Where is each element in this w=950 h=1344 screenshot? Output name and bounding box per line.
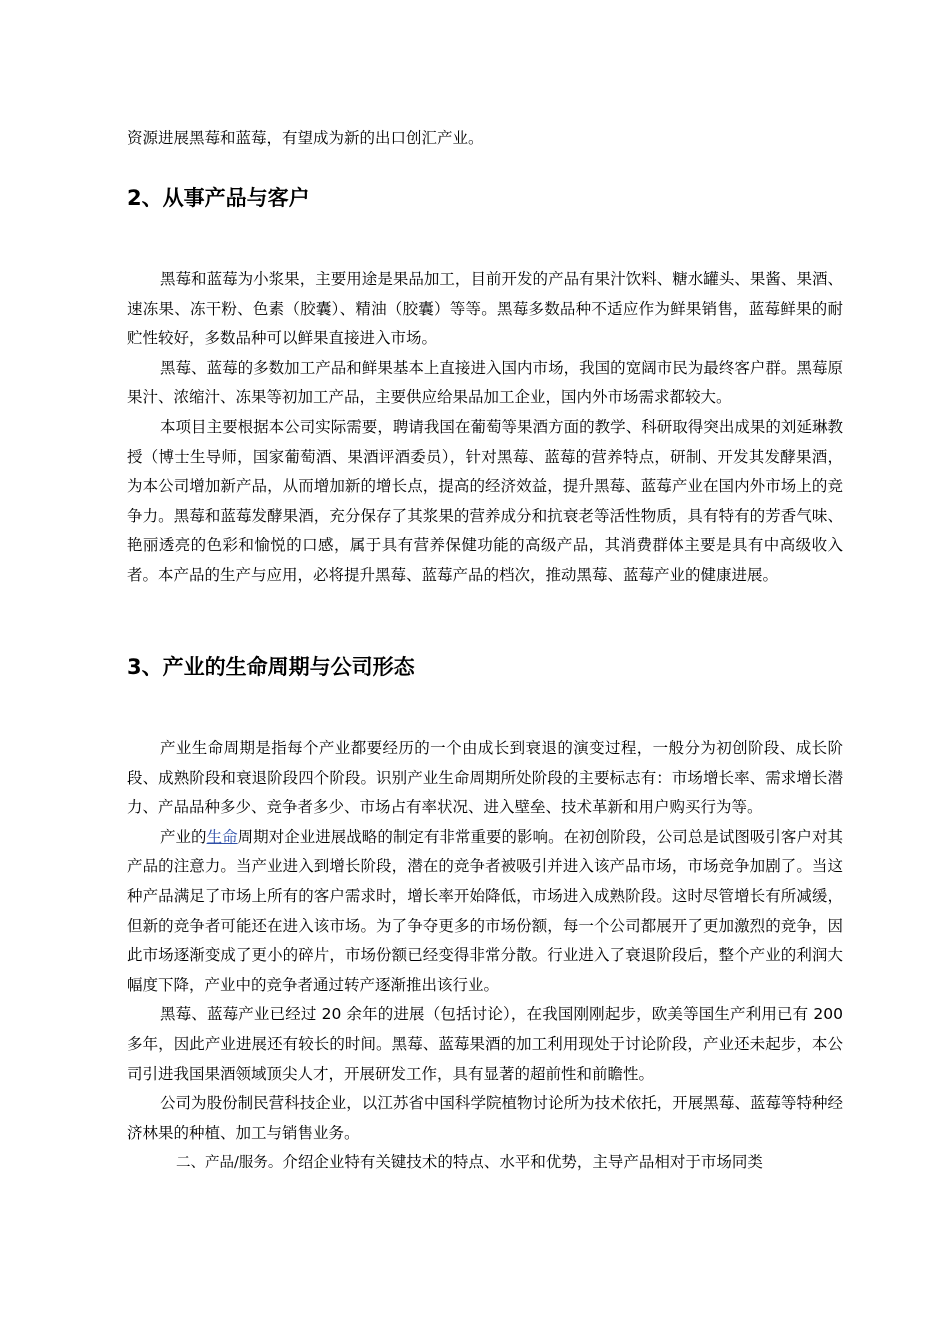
products-services-lead: 二、产品/服务。 <box>176 1155 283 1172</box>
products-services-paragraph <box>127 1148 843 1179</box>
intro-line: 资源进展黑莓和蓝莓，有望成为新的出口创汇产业。 <box>127 129 484 147</box>
section-3-paragraph-2-after: 周期对企业进展战略的制定有非常重要的影响。在初创阶段，公司总是试图吸引客户对其产品的注意力。当产业进入到增长阶段，潜在的竞争者被吸引并进入该产品市场，市场竞争加剧了。当这种产品满足了市场上所有的客户需求时，增长率开始降低，市场进入成熟阶段。这时尽管增长有所减缓，但新的竞争者可能还在进入该市场。为了争夺更多的市场份额，每一个公司都展开了更加激烈的竞争，因此市场逐渐变成了更小的碎片，市场份额已经变得非常分散。行业进入了衰退阶段后，整个产业的利润大幅度下降，产业中的竞争者通过转产逐渐推出该行业。 <box>127 827 843 994</box>
life-cycle-link[interactable]: 生命 <box>206 827 238 846</box>
section-3-heading: 3、产业的生命周期与公司形态 <box>127 655 415 679</box>
section-3-paragraph-2-before: 产业的 <box>160 827 207 846</box>
section-3-paragraph-2 <box>127 823 843 1001</box>
section-2-heading: 2、从事产品与客户 <box>127 186 310 210</box>
section-3-paragraph-1: 产业生命周期是指每个产业都要经历的一个由成长到衰退的演变过程，一般分为初创阶段、成长阶段、成熟阶段和衰退阶段四个阶段。识别产业生命周期所处阶段的主要标志有：市场增长率、需求增长潜力、产品品种多少、竞争者多少、市场占有率状况、进入壁垒、技术革新和用户购买行为等。 <box>127 739 843 817</box>
section-2-paragraph-1: 黑莓和蓝莓为小浆果，主要用途是果品加工，目前开发的产品有果汁饮料、糖水罐头、果酱、果酒、速冻果、冻干粉、色素（胶囊）、精油（胶囊）等等。黑莓多数品种不适应作为鲜果销售，蓝莓鲜果的耐贮性较好，多数品种可以鲜果直接进入市场。 <box>127 270 843 348</box>
section-3-paragraph-3: 黑莓、蓝莓产业已经过 20 余年的进展（包括讨论），在我国刚刚起步，欧美等国生产利用已有 200 多年，因此产业进展还有较长的时间。黑莓、蓝莓果酒的加工利用现处于讨论阶段，产业还未起步，本公司引进我国果酒领域顶尖人才，开展研发工作，具有显著的超前性和前瞻性。 <box>127 1005 843 1083</box>
section-3-body <box>127 734 843 1179</box>
section-2-body <box>127 265 843 591</box>
intro-paragraph <box>127 124 843 154</box>
section-3-paragraph-4: 公司为股份制民营科技企业，以江苏省中国科学院植物讨论所为技术依托，开展黑莓、蓝莓等特种经济林果的种植、加工与销售业务。 <box>127 1094 843 1142</box>
section-2-paragraph-3: 本项目主要根据本公司实际需要，聘请我国在葡萄等果酒方面的教学、科研取得突出成果的刘延琳教授（博士生导师，国家葡萄酒、果酒评酒委员），针对黑莓、蓝莓的营养特点，研制、开发其发酵果酒，为本公司增加新产品，从而增加新的增长点，提高的经济效益，提升黑莓、蓝莓产业在国内外市场上的竞争力。黑莓和蓝莓发酵果酒，充分保存了其浆果的营养成分和抗衰老等活性物质，具有特有的芳香气味、艳丽透亮的色彩和愉悦的口感，属于具有营养保健功能的高级产品，其消费群体主要是具有中高级收入者。本产品的生产与应用，必将提升黑莓、蓝莓产品的档次，推动黑莓、蓝莓产业的健康进展。 <box>127 417 843 584</box>
section-2-paragraph-2: 黑莓、蓝莓的多数加工产品和鲜果基本上直接进入国内市场，我国的宽阔市民为最终客户群。黑莓原果汁、浓缩汁、冻果等初加工产品，主要供应给果品加工企业，国内外市场需求都较大。 <box>127 358 843 407</box>
products-services-text: 介绍企业特有关键技术的特点、水平和优势，主导产品相对于市场同类 <box>282 1153 763 1172</box>
